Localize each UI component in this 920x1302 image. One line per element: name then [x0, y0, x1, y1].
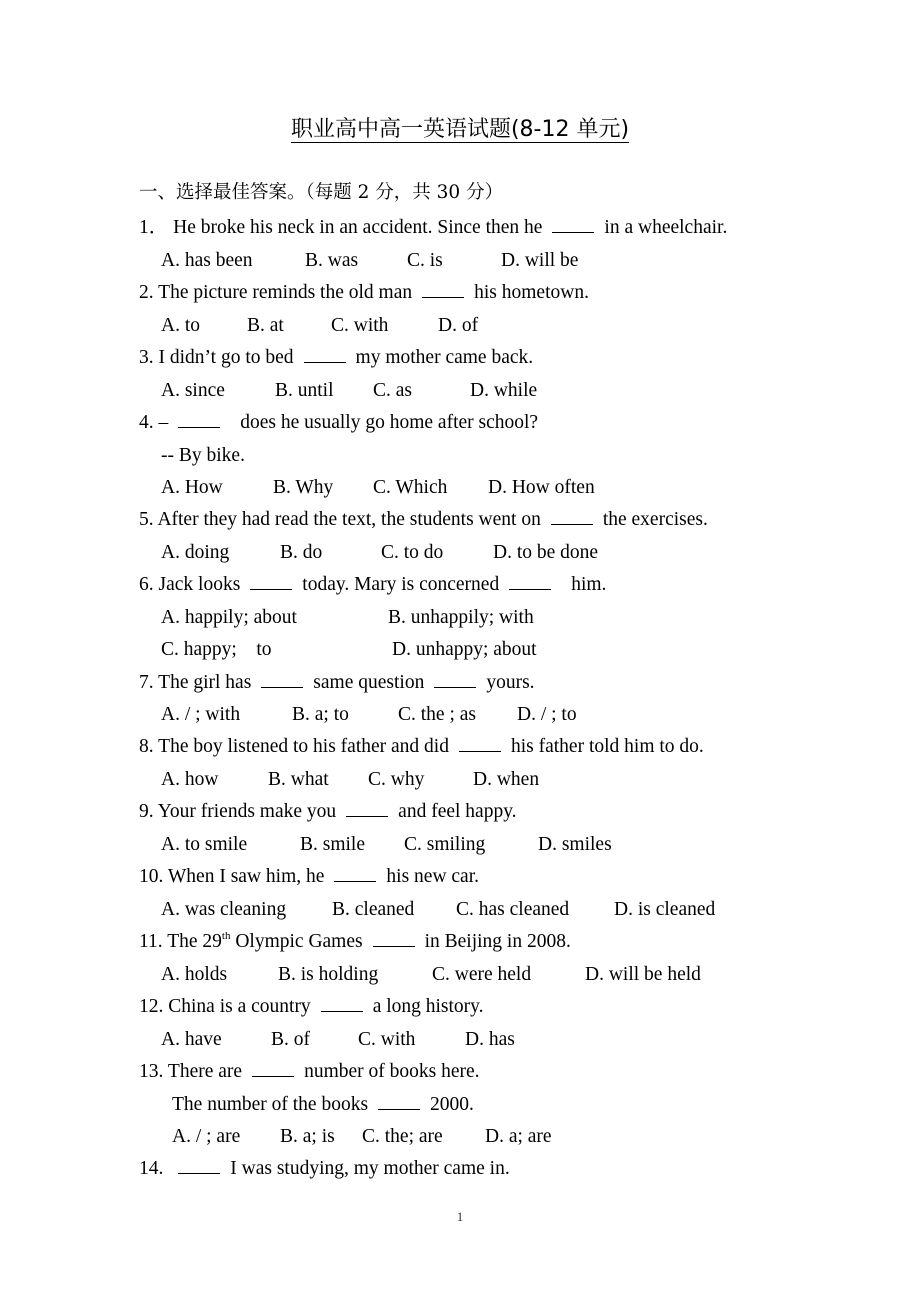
option-a[interactable]: A. to smile [161, 834, 248, 855]
question-14: 14. I was studying, my mother came in. [139, 1158, 510, 1179]
option-a[interactable]: A. / ; with [161, 704, 241, 725]
option-b[interactable]: B. a; is [280, 1126, 335, 1147]
question-7: 7. The girl has same question yours. [139, 672, 535, 693]
option-a[interactable]: A. happily; about [161, 607, 297, 628]
option-d[interactable]: D. unhappy; about [392, 639, 537, 660]
option-b[interactable]: B. what [268, 769, 329, 790]
option-c[interactable]: C. with [358, 1029, 416, 1050]
option-c[interactable]: C. the; are [362, 1126, 443, 1147]
option-d[interactable]: D. will be held [585, 964, 701, 985]
answer-blank[interactable] [178, 1172, 220, 1174]
answer-blank[interactable] [509, 588, 551, 590]
question-8: 8. The boy listened to his father and did his father told him to do. [139, 736, 704, 757]
option-d[interactable]: D. to be done [493, 542, 599, 563]
question-2: 2. The picture reminds the old man his hometown. [139, 282, 589, 303]
option-d[interactable]: D. How often [488, 477, 595, 498]
option-c[interactable]: C. as [373, 380, 412, 401]
option-b[interactable]: B. of [271, 1029, 310, 1050]
answer-blank[interactable] [321, 1010, 363, 1012]
option-a[interactable]: A. since [161, 380, 225, 401]
answer-blank[interactable] [178, 426, 220, 428]
option-c[interactable]: C. with [331, 315, 389, 336]
option-b[interactable]: B. was [305, 250, 359, 271]
answer-blank[interactable] [422, 296, 464, 298]
option-b[interactable]: B. until [275, 380, 334, 401]
option-c[interactable]: C. the ; as [398, 704, 476, 725]
option-c[interactable]: C. were held [432, 964, 532, 985]
question-13-line2: The number of the books 2000. [172, 1094, 474, 1115]
question-6: 6. Jack looks today. Mary is concerned him. [139, 574, 607, 595]
option-d[interactable]: D. is cleaned [614, 899, 716, 920]
option-c[interactable]: C. smiling [404, 834, 486, 855]
question-13: 13. There are number of books here. [139, 1061, 480, 1082]
answer-blank[interactable] [459, 750, 501, 752]
option-d[interactable]: D. smiles [538, 834, 612, 855]
option-c[interactable]: C. to do [381, 542, 444, 563]
question-4: 4. – does he usually go home after school? [139, 412, 539, 433]
answer-blank[interactable] [252, 1075, 294, 1077]
option-b[interactable]: B. smile [300, 834, 366, 855]
option-d[interactable]: D. when [473, 769, 540, 790]
option-a[interactable]: A. to [161, 315, 200, 336]
answer-blank[interactable] [334, 880, 376, 882]
question-11: 11. The 29th Olympic Games in Beijing in 2008. [139, 930, 571, 952]
question-10: 10. When I saw him, he his new car. [139, 866, 480, 887]
option-b[interactable]: B. Why [273, 477, 334, 498]
option-a[interactable]: A. doing [161, 542, 230, 563]
option-a[interactable]: A. How [161, 477, 223, 498]
answer-blank[interactable] [434, 686, 476, 688]
option-b[interactable]: B. is holding [278, 964, 379, 985]
answer-blank[interactable] [250, 588, 292, 590]
option-d[interactable]: D. while [470, 380, 538, 401]
option-c[interactable]: C. has cleaned [456, 899, 570, 920]
exam-title: 职业高中高一英语试题(8-12 单元) [290, 117, 630, 142]
option-d[interactable]: D. will be [501, 250, 579, 271]
option-a[interactable]: A. how [161, 769, 219, 790]
option-b[interactable]: B. a; to [292, 704, 349, 725]
option-a[interactable]: A. was cleaning [161, 899, 287, 920]
option-b[interactable]: B. unhappily; with [388, 607, 534, 628]
answer-blank[interactable] [552, 231, 594, 233]
question-1: 1． He broke his neck in an accident. Since then he in a wheelchair. [139, 217, 728, 238]
answer-blank[interactable] [304, 361, 346, 363]
answer-blank[interactable] [551, 523, 593, 525]
option-b[interactable]: B. do [280, 542, 323, 563]
option-a[interactable]: A. has been [161, 250, 253, 271]
option-c[interactable]: C. Which [373, 477, 448, 498]
page-number: 1 [456, 1209, 464, 1224]
option-c[interactable]: C. happy; to [161, 639, 272, 660]
question-5: 5. After they had read the text, the students went on the exercises. [139, 509, 708, 530]
question-12: 12. China is a country a long history. [139, 996, 484, 1017]
option-d[interactable]: D. a; are [485, 1126, 552, 1147]
option-d[interactable]: D. of [438, 315, 479, 336]
answer-blank[interactable] [373, 945, 415, 947]
option-a[interactable]: A. / ; are [172, 1126, 241, 1147]
question-3: 3. I didn’t go to bed my mother came back. [139, 347, 534, 368]
section-heading: 一、选择最佳答案。（每题 2 分，共 30 分） [139, 182, 504, 203]
option-b[interactable]: B. at [247, 315, 284, 336]
option-a[interactable]: A. have [161, 1029, 222, 1050]
option-d[interactable]: D. / ; to [517, 704, 577, 725]
answer-blank[interactable] [346, 815, 388, 817]
option-b[interactable]: B. cleaned [332, 899, 415, 920]
option-c[interactable]: C. why [368, 769, 425, 790]
answer-blank[interactable] [261, 686, 303, 688]
option-a[interactable]: A. holds [161, 964, 228, 985]
option-d[interactable]: D. has [465, 1029, 515, 1050]
option-c[interactable]: C. is [407, 250, 443, 271]
dialogue-reply: -- By bike. [161, 445, 245, 466]
answer-blank[interactable] [378, 1108, 420, 1110]
question-9: 9. Your friends make you and feel happy. [139, 801, 517, 822]
